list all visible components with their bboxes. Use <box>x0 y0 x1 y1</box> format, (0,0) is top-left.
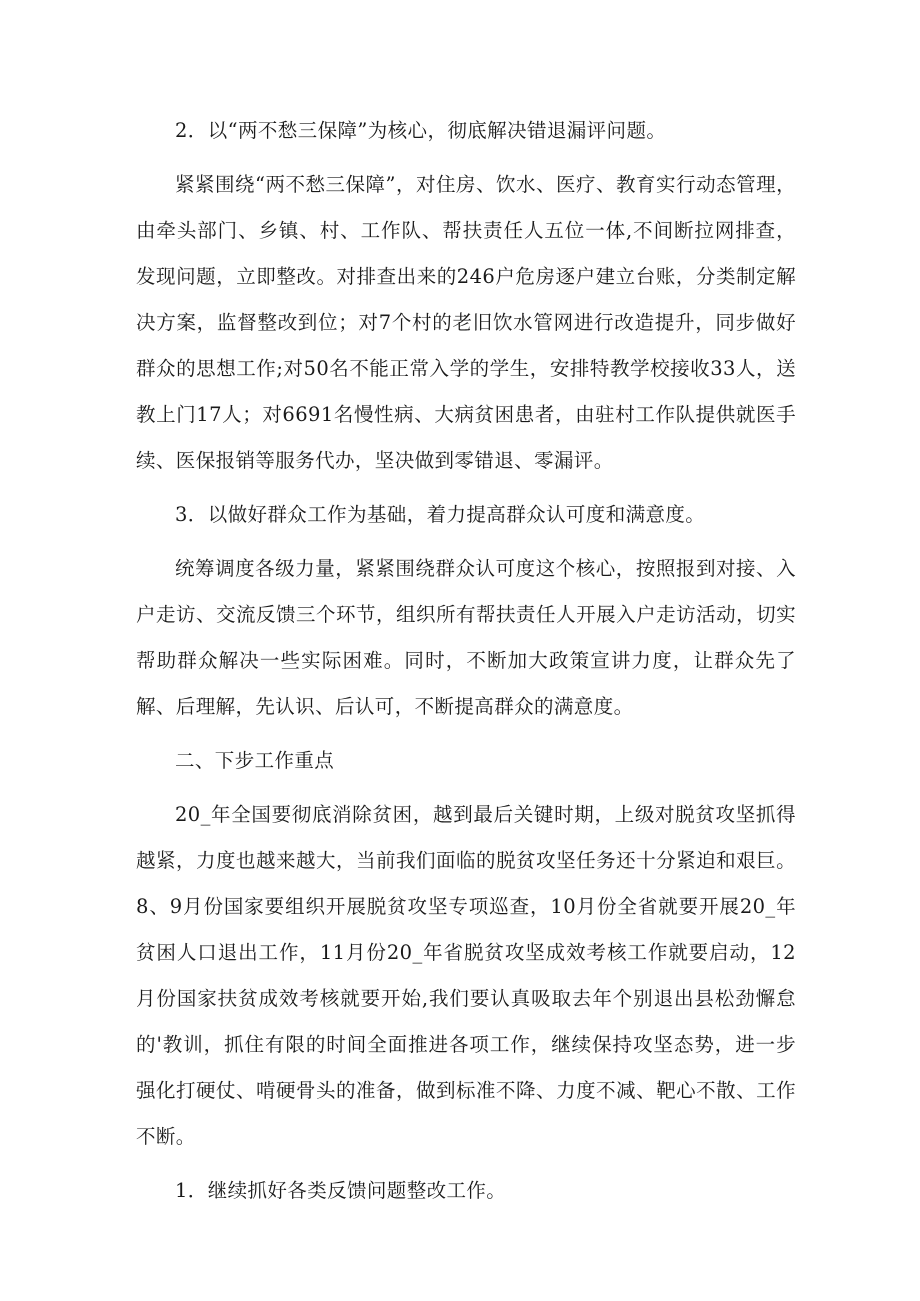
document-body <box>136 108 796 1214</box>
paragraph-next-steps: 20_年全国要彻底消除贫困，越到最后关键时期，上级对脱贫攻坚抓得越紧，力度也越来越大，当前我们面临的脱贫攻坚任务还十分紧迫和艰巨。8、9月份国家要组织开展脱贫攻坚专项巡查，10月份全省就要开展20_年贫困人口退出工作，11月份20_年省脱贫攻坚成效考核工作就要启动，12月份国家扶贫成效考核就要开始,我们要认真吸取去年个别退出县松劲懈怠的'教训，抓住有限的时间全面推进各项工作，继续保持攻坚态势，进一步强化打硬仗、啃硬骨头的准备，做到标准不降、力度不减、靶心不散、工作不断。 <box>136 803 796 1148</box>
spacer <box>136 484 796 492</box>
spacer <box>136 154 796 162</box>
spacer <box>136 784 796 792</box>
paragraph-mass-work: 统筹调度各级力量，紧紧围绕群众认可度这个核心，按照报到对接、入户走访、交流反馈三个环节，组织所有帮扶责任人开展入户走访活动，切实帮助群众解决一些实际困难。同时，不断加大政策宣讲力度，让群众先了解、后理解，先认识、后认可，不断提高群众的满意度。 <box>136 557 796 718</box>
spacer <box>136 538 796 546</box>
spacer <box>136 730 796 738</box>
spacer <box>136 1160 796 1168</box>
section-heading-3: 3．以做好群众工作为基础，着力提高群众认可度和满意度。 <box>175 503 706 526</box>
paragraph-two-no-worries: 紧紧围绕“两不愁三保障”，对住房、饮水、医疗、教育实行动态管理，由牵头部门、乡镇、村、工作队、帮扶责任人五位一体,不间断拉网排查，发现问题，立即整改。对排查出来的246户危房逐户建立台账，分类制定解决方案，监督整改到位；对7个村的老旧饮水管网进行改造提升，同步做好群众的思想工作;对50名不能正常入学的学生，安排特教学校接收33人，送教上门17人；对6691名慢性病、大病贫困患者，由驻村工作队提供就医手续、医保报销等服务代办，坚决做到零错退、零漏评。 <box>136 173 796 472</box>
section-heading-next-steps: 二、下步工作重点 <box>175 749 335 772</box>
section-heading-2: 2．以“两不愁三保障”为核心，彻底解决错退漏评问题。 <box>175 119 667 142</box>
section-heading-1: 1．继续抓好各类反馈问题整改工作。 <box>175 1179 507 1202</box>
